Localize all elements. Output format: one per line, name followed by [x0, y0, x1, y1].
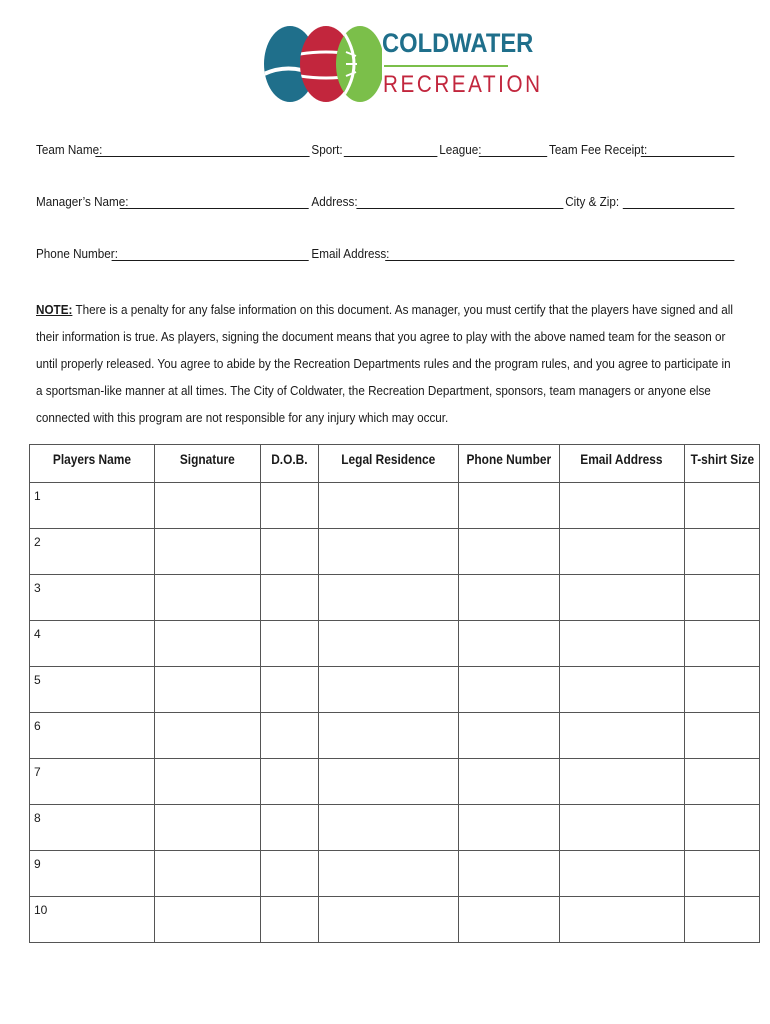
cell-legal-residence[interactable] [319, 529, 459, 575]
note-label: NOTE: [36, 302, 73, 317]
cell-phone-number[interactable] [459, 667, 560, 713]
league-label: League: [439, 142, 482, 157]
cell-email-address[interactable] [559, 897, 684, 943]
table-row [30, 483, 760, 529]
col-header-dob: D.O.B. [261, 445, 319, 483]
table-row [30, 575, 760, 621]
row-number: 4 [34, 627, 41, 641]
cell-legal-residence[interactable] [319, 575, 459, 621]
phone-number-field[interactable] [112, 260, 309, 261]
cell-email-address[interactable] [559, 529, 684, 575]
team-info-row [36, 142, 664, 162]
table-header-row [30, 445, 760, 483]
cell-email-address[interactable] [559, 575, 684, 621]
cell-dob[interactable] [261, 805, 319, 851]
cell-phone-number[interactable] [459, 851, 560, 897]
cell-tshirt-size[interactable] [684, 575, 760, 621]
table-row [30, 851, 760, 897]
league-field[interactable] [479, 156, 547, 157]
cell-legal-residence[interactable] [319, 621, 459, 667]
cell-players-name[interactable] [30, 897, 155, 943]
col-header-legal-residence: Legal Residence [319, 445, 459, 483]
cell-players-name[interactable] [30, 805, 155, 851]
cell-email-address[interactable] [559, 759, 684, 805]
cell-dob[interactable] [261, 483, 319, 529]
note-text: There is a penalty for any false information on this document. As manager, you must certify that the players have signed and all their information is true. As players, signing the document means that you agree to play with the above named team for the season or until properly released. You agree to abide by the Recreation Departments rules and the program rules, and you agree to participate in a sportsman-like manner at all times. The City of Coldwater, the Recreation Department, sponsors, team managers or anyone else connected with this program are not responsible for any injury which may occur. [36, 302, 733, 425]
table-row [30, 713, 760, 759]
coldwater-recreation-logo [262, 24, 543, 104]
phone-number-label: Phone Number: [36, 246, 118, 261]
city-zip-label: City & Zip: [565, 194, 620, 209]
cell-players-name[interactable] [30, 759, 155, 805]
row-number: 3 [34, 581, 41, 595]
logo-title: COLDWATER [382, 28, 534, 58]
row-number: 5 [34, 673, 41, 687]
cell-signature[interactable] [155, 713, 261, 759]
team-fee-receipt-field[interactable] [641, 156, 735, 157]
table-row [30, 667, 760, 713]
logo-balls-icon [262, 24, 382, 104]
cell-legal-residence[interactable] [319, 759, 459, 805]
cell-tshirt-size[interactable] [684, 667, 760, 713]
cell-phone-number[interactable] [459, 483, 560, 529]
cell-players-name[interactable] [30, 713, 155, 759]
cell-tshirt-size[interactable] [684, 851, 760, 897]
cell-email-address[interactable] [559, 713, 684, 759]
team-name-field[interactable] [95, 156, 309, 157]
cell-phone-number[interactable] [459, 529, 560, 575]
cell-players-name[interactable] [30, 667, 155, 713]
table-row [30, 805, 760, 851]
city-zip-field[interactable] [623, 208, 735, 209]
cell-signature[interactable] [155, 529, 261, 575]
cell-dob[interactable] [261, 713, 319, 759]
cell-legal-residence[interactable] [319, 897, 459, 943]
cell-phone-number[interactable] [459, 575, 560, 621]
email-address-label: Email Address: [311, 246, 390, 261]
managers-name-field[interactable] [120, 208, 309, 209]
cell-legal-residence[interactable] [319, 805, 459, 851]
cell-signature[interactable] [155, 897, 261, 943]
cell-tshirt-size[interactable] [684, 529, 760, 575]
cell-players-name[interactable] [30, 529, 155, 575]
cell-legal-residence[interactable] [319, 713, 459, 759]
cell-dob[interactable] [261, 851, 319, 897]
address-field[interactable] [356, 208, 563, 209]
row-number: 9 [34, 857, 41, 871]
cell-tshirt-size[interactable] [684, 805, 760, 851]
row-number: 6 [34, 719, 41, 733]
cell-signature[interactable] [155, 575, 261, 621]
cell-signature[interactable] [155, 621, 261, 667]
cell-email-address[interactable] [559, 805, 684, 851]
col-header-phone-number: Phone Number [459, 445, 560, 483]
manager-info-row [36, 194, 664, 214]
row-number: 8 [34, 811, 41, 825]
cell-signature[interactable] [155, 805, 261, 851]
table-row [30, 621, 760, 667]
cell-legal-residence[interactable] [319, 667, 459, 713]
player-roster-table [29, 444, 760, 943]
cell-tshirt-size[interactable] [684, 713, 760, 759]
cell-email-address[interactable] [559, 851, 684, 897]
row-number: 10 [34, 903, 48, 917]
cell-tshirt-size[interactable] [684, 759, 760, 805]
cell-dob[interactable] [261, 897, 319, 943]
logo-divider [384, 65, 508, 67]
cell-dob[interactable] [261, 575, 319, 621]
email-address-field[interactable] [385, 260, 734, 261]
cell-phone-number[interactable] [459, 897, 560, 943]
cell-tshirt-size[interactable] [684, 621, 760, 667]
cell-signature[interactable] [155, 759, 261, 805]
row-number: 1 [34, 489, 41, 503]
address-label: Address: [311, 194, 358, 209]
table-row [30, 897, 760, 943]
cell-dob[interactable] [261, 621, 319, 667]
row-number: 7 [34, 765, 41, 779]
logo-subtitle: RECREATION [383, 71, 543, 98]
cell-email-address[interactable] [559, 667, 684, 713]
cell-signature[interactable] [155, 667, 261, 713]
team-name-label: Team Name: [36, 142, 103, 157]
col-header-players-name: Players Name [30, 445, 155, 483]
cell-players-name[interactable] [30, 575, 155, 621]
table-row [30, 529, 760, 575]
cell-dob[interactable] [261, 529, 319, 575]
sport-label: Sport: [311, 142, 343, 157]
cell-signature[interactable] [155, 851, 261, 897]
cell-dob[interactable] [261, 759, 319, 805]
col-header-signature: Signature [155, 445, 261, 483]
cell-dob[interactable] [261, 667, 319, 713]
cell-email-address[interactable] [559, 483, 684, 529]
col-header-tshirt-size: T-shirt Size [684, 445, 760, 483]
cell-players-name[interactable] [30, 621, 155, 667]
row-number: 2 [34, 535, 41, 549]
cell-phone-number[interactable] [459, 759, 560, 805]
contact-info-row [36, 246, 664, 266]
cell-tshirt-size[interactable] [684, 483, 760, 529]
cell-phone-number[interactable] [459, 621, 560, 667]
cell-signature[interactable] [155, 483, 261, 529]
table-row [30, 759, 760, 805]
cell-players-name[interactable] [30, 851, 155, 897]
col-header-email-address: Email Address [559, 445, 684, 483]
cell-email-address[interactable] [559, 621, 684, 667]
cell-phone-number[interactable] [459, 713, 560, 759]
cell-tshirt-size[interactable] [684, 897, 760, 943]
cell-legal-residence[interactable] [319, 483, 459, 529]
team-fee-receipt-label: Team Fee Receipt: [549, 142, 648, 157]
disclaimer-note [36, 296, 734, 431]
cell-legal-residence[interactable] [319, 851, 459, 897]
managers-name-label: Manager’s Name: [36, 194, 129, 209]
cell-players-name[interactable] [30, 483, 155, 529]
sport-field[interactable] [344, 156, 438, 157]
cell-phone-number[interactable] [459, 805, 560, 851]
